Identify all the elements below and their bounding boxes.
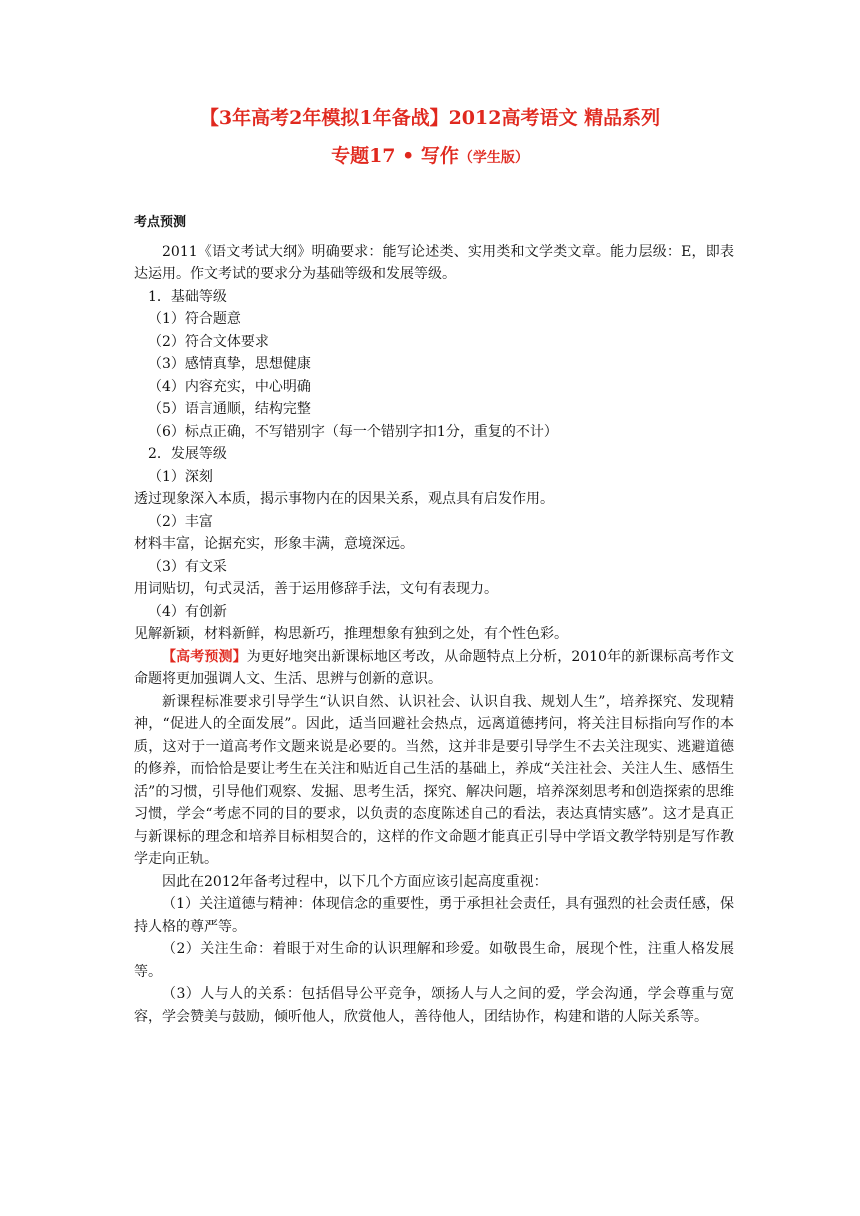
dev-item-text: 材料丰富，论据充实，形象丰满，意境深远。: [134, 536, 414, 552]
subtitle-note: （学生版）: [458, 150, 529, 166]
basic-item: （6）标点正确，不写错别字（每一个错别字扣1分，重复的不计）: [148, 423, 558, 440]
subtitle-text: 专题17 • 写作: [331, 145, 459, 167]
dev-item-text: 用词贴切，句式灵活，善于运用修辞手法，文句有表现力。: [134, 581, 498, 597]
dev-item-text: 透过现象深入本质，揭示事物内在的因果关系，观点具有启发作用。: [134, 491, 554, 507]
basic-level-heading: 1．基础等级: [148, 288, 227, 305]
paragraph-curriculum: 新课程标准要求引导学生“认识自然、认识社会、认识自我、规划人生”，培养探究、发现精神，“促进人的全面发展”。因此，适当回避社会热点，远离道德拷问，将关注目标指向写作的本质，这对于一道高考作文题来说是必要的。当然，这并非是要引导学生不去关注现实、逃避道德的修养，而恰恰是要让考生在关注和贴近自己生活的基础上，养成“关注社会、关注人生、感悟生活”的习惯，引导他们观察、发掘、思考生活，探究、解决问题，培养深刻思考和创造探索的思维习惯，学会“考虑不同的目的要求，以负责的态度陈述自己的看法，表达真情实感”。这才是真正与新课标的理念和培养目标相契合的，这样的作文命题才能真正引导中学语文教学特别是写作教学走向正轨。: [134, 693, 734, 867]
basic-item: （3）感情真挚，思想健康: [148, 356, 311, 372]
focus-item: （2）关注生命：着眼于对生命的认识理解和珍爱。如敬畏生命，展现个性，注重人格发展等。: [134, 941, 734, 980]
paragraph-2012: 因此在2012年备考过程中，以下几个方面应该引起高度重视：: [162, 873, 548, 890]
section-heading: 考点预测: [134, 215, 187, 230]
focus-item: （1）关注道德与精神：体现信念的重要性，勇于承担社会责任，具有强烈的社会责任感，保持人格的尊严等。: [134, 896, 734, 935]
paragraph-syllabus: 2011《语文考试大纲》明确要求：能写论述类、实用类和文学类文章。能力层级：E，即表达运用。作文考试的要求分为基础等级和发展等级。: [134, 243, 734, 282]
focus-item: （3）人与人的关系：包括倡导公平竞争，颂扬人与人之间的爱，学会沟通，学会尊重与宽容，学会赞美与鼓励，倾听他人，欣赏他人，善待他人，团结协作，构建和谐的人际关系等。: [134, 986, 734, 1025]
dev-level-heading: 2．发展等级: [148, 446, 227, 462]
dev-item-text: 见解新颖，材料新鲜，构思新巧，推理想象有独到之处，有个性色彩。: [134, 626, 568, 642]
forecast-tag: 【高考预测】: [162, 648, 247, 665]
basic-item: （5）语言通顺，结构完整: [148, 401, 311, 417]
basic-item: （2）符合文体要求: [148, 333, 269, 350]
basic-item: （4）内容充实，中心明确: [148, 378, 311, 395]
dev-item-label: （1）深刻: [148, 468, 213, 485]
forecast-text: 为更好地突出新课标地区考改，从命题特点上分析，2010年的新课标高考作文命题将更加强调人文、生活、思辨与创新的意识。: [134, 648, 735, 687]
document-title: 【3年高考2年模拟1年备战】2012高考语文 精品系列: [199, 107, 661, 129]
document-body: [134, 212, 734, 1028]
dev-item-label: （4）有创新: [148, 603, 227, 620]
dev-item-label: （3）有文采: [148, 558, 227, 575]
basic-item: （1）符合题意: [148, 311, 241, 327]
dev-item-label: （2）丰富: [148, 513, 213, 530]
document-subtitle: [0, 144, 860, 170]
forecast-paragraph: [134, 646, 734, 691]
